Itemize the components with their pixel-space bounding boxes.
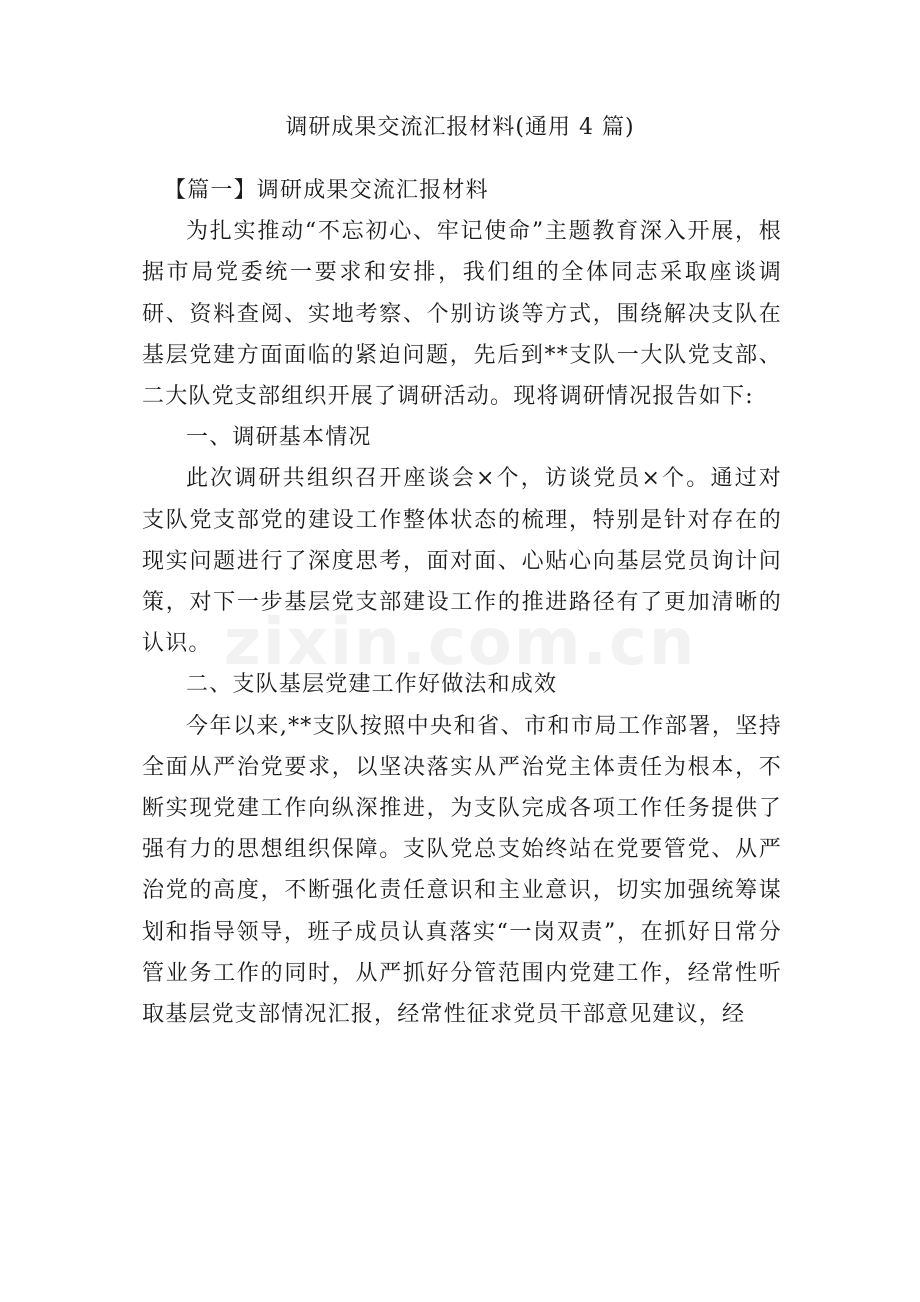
section-heading: 一、调研基本情况 [186, 425, 372, 451]
body-paragraph: 为扎实推动“不忘初心、牢记使命”主题教育深入开展，根据市局党委统一要求和安排，我们组的全体同志采取座谈调研、资料查阅、实地考察、个别访谈等方式，围绕解决支队在基层党建方面面临的紧迫问题，先后到**支队一大队党支部、二大队党支部组织开展了调研活动。现将调研情况报告如下: [142, 219, 782, 410]
body-paragraph: 今年以来,**支队按照中央和省、市和市局工作部署，坚持全面从严治党要求，以坚决落实从严治党主体责任为根本，不断实现党建工作向纵深推进，为支队完成各项工作任务提供了强有力的思想组织保障。支队党总支始终站在党要管党、从严治党的高度，不断强化责任意识和主业意识，切实加强统筹谋划和指导领导，班子成员认真落实“一岗双责”，在抓好日常分管业务工作的同时，从严抓好分管范围内党建工作，经常性听取基层党支部情况汇报，经常性征求党员干部意见建议，经 [142, 713, 782, 1028]
section-heading: 二、支队基层党建工作好做法和成效 [186, 672, 558, 698]
chapter-heading: 【篇一】调研成果交流汇报材料 [164, 178, 489, 203]
document-title: 调研成果交流汇报材料(通用 4 篇) [285, 115, 635, 140]
document-body [142, 170, 782, 1035]
watermark: zixin.com.cn [223, 606, 697, 680]
body-paragraph: 此次调研共组织召开座谈会×个，访谈党员×个。通过对支队党支部党的建设工作整体状态的梳理，特别是针对存在的现实问题进行了深度思考，面对面、心贴心向基层党员询计问策，对下一步基层党支部建设工作的推进路径有了更加清晰的认识。 [142, 466, 782, 657]
